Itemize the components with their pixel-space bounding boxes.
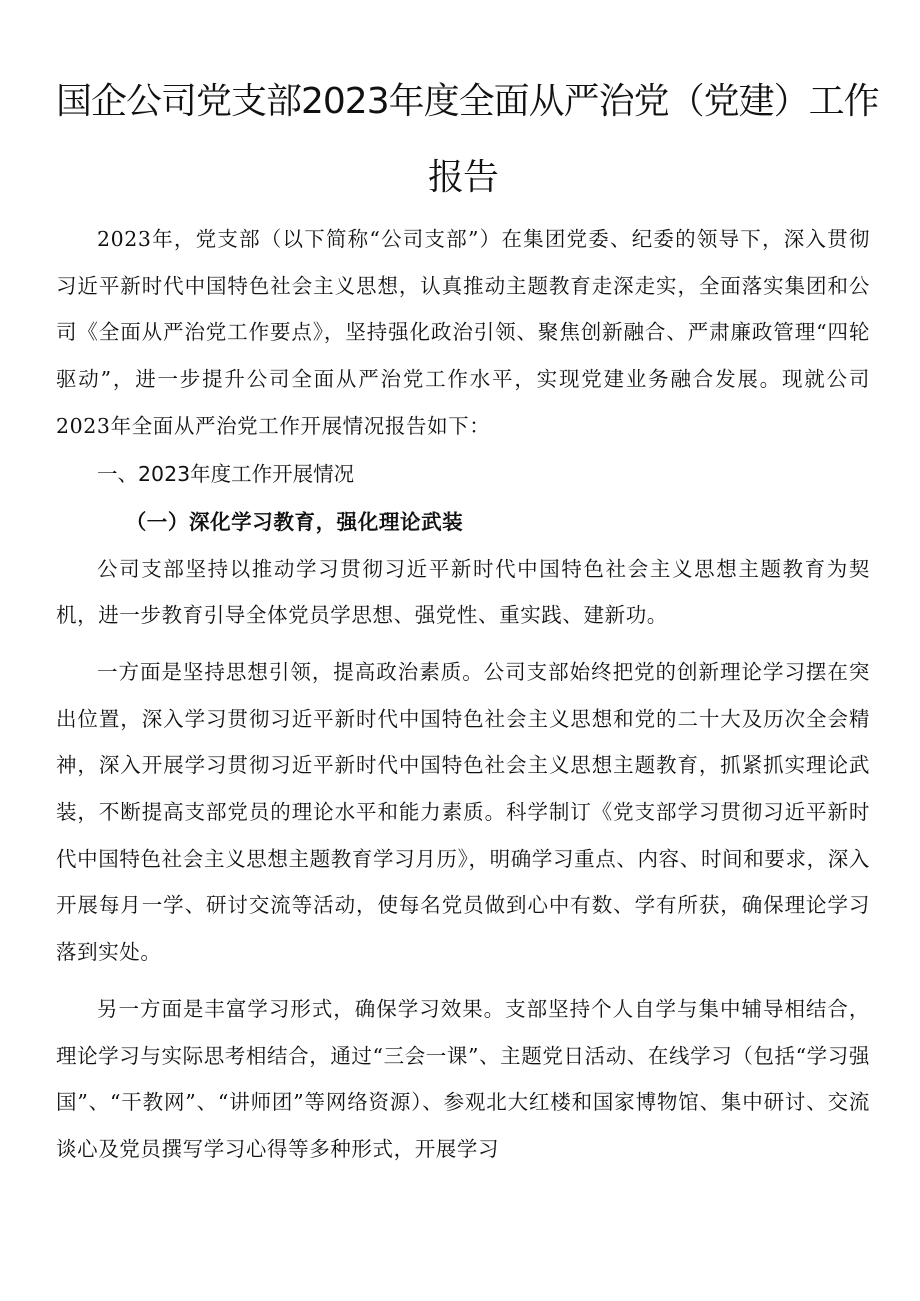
document-page — [56, 0, 879, 1301]
body-paragraph: 一方面是坚持思想引领，提高政治素质。公司支部始终把党的创新理论学习摆在突出位置，深入学习贯彻习近平新时代中国特色社会主义思想和党的二十大及历次全会精神，深入开展学习贯彻习近平新时代中国特色社会主义思想主题教育，抓紧抓实理论武装，不断提高支部党员的理论水平和能力素质。科学制订《党支部学习贯彻习近平新时代中国特色社会主义思想主题教育学习月历》，明确学习重点、内容、时间和要求，深入开展每月一学、研讨交流等活动，使每名党员做到心中有数、学有所获，确保理论学习落到实处。 — [56, 659, 870, 965]
intro-paragraph: 2023年，党支部（以下简称“公司支部”）在集团党委、纪委的领导下，深入贯彻习近平新时代中国特色社会主义思想，认真推动主题教育走深走实，全面落实集团和公司《全面从严治党工作要点》，坚持强化政治引领、聚焦创新融合、严肃廉政管理“四轮驱动”，进一步提升公司全面从严治党工作水平，实现党建业务融合发展。现就公司2023年全面从严治党工作开展情况报告如下： — [56, 227, 870, 438]
document-title — [56, 81, 879, 198]
document-body — [56, 216, 870, 1173]
subsection-heading: （一）深化学习教育，强化理论武装 — [125, 509, 464, 534]
body-paragraph: 公司支部坚持以推动学习贯彻习近平新时代中国特色社会主义思想主题教育为契机，进一步教育引导全体党员学思想、强党性、重实践、建新功。 — [56, 556, 870, 628]
body-paragraph: 另一方面是丰富学习形式，确保学习效果。支部坚持个人自学与集中辅导相结合，理论学习与实际思考相结合，通过“三会一课”、主题党日活动、在线学习（包括“学习强国”、“干教网”、“讲师团”等网络资源）、参观北大红楼和国家博物馆、集中研讨、交流谈心及党员撰写学习心得等多种形式，开展学习 — [56, 996, 870, 1161]
title-line-1: 国企公司党支部2023年度全面从严治党（党建）工作 — [56, 81, 879, 122]
section-heading: 一、2023年度工作开展情况 — [97, 461, 355, 486]
title-line-2: 报告 — [427, 157, 498, 198]
